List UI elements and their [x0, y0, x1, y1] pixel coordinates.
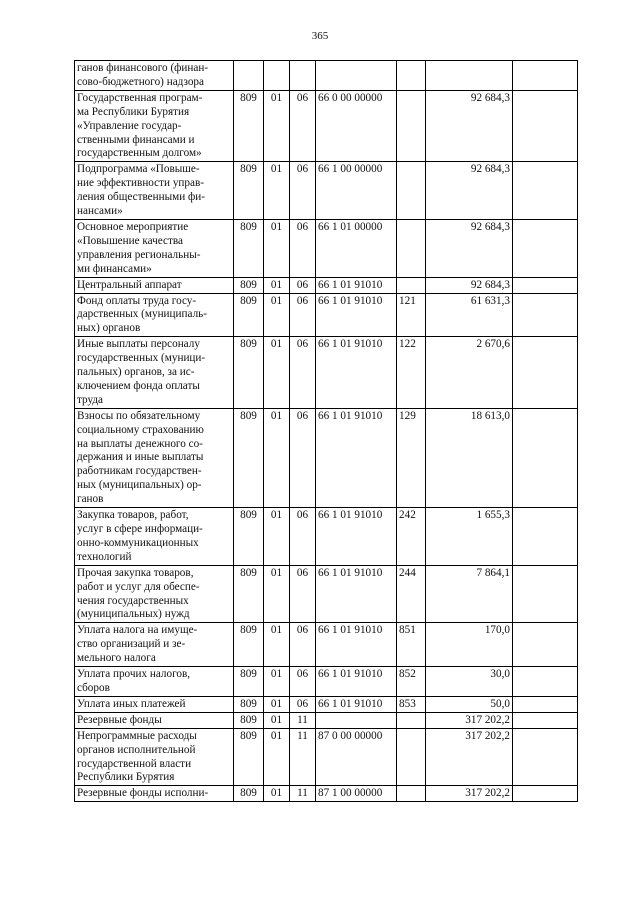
cell-amount: 170,0 [426, 623, 513, 667]
cell-empty [513, 786, 578, 802]
cell-target-article [316, 61, 397, 91]
cell-target-article: 66 1 01 91010 [316, 277, 397, 293]
cell-empty [513, 667, 578, 697]
cell-target-article: 87 1 00 00000 [316, 786, 397, 802]
cell-expense-type: 244 [397, 565, 426, 623]
table-row [75, 219, 578, 277]
cell-ministry-code: 809 [234, 293, 264, 337]
cell-section-code: 01 [264, 219, 290, 277]
cell-empty [513, 61, 578, 91]
cell-subsection-code: 06 [290, 623, 316, 667]
table-row [75, 293, 578, 337]
cell-subsection-code: 06 [290, 565, 316, 623]
cell-name: Резервные фонды [75, 712, 234, 728]
cell-ministry-code: 809 [234, 277, 264, 293]
cell-section-code: 01 [264, 728, 290, 786]
cell-section-code: 01 [264, 162, 290, 220]
cell-name: Государственная програм- ма Республики Бурятия «Управление государ- ственными финансами и государственным долгом» [75, 90, 234, 162]
table-row [75, 61, 578, 91]
cell-target-article: 66 1 00 00000 [316, 162, 397, 220]
cell-amount [426, 61, 513, 91]
cell-amount: 317 202,2 [426, 786, 513, 802]
cell-empty [513, 90, 578, 162]
cell-amount: 92 684,3 [426, 277, 513, 293]
cell-empty [513, 728, 578, 786]
cell-empty [513, 293, 578, 337]
cell-ministry-code: 809 [234, 408, 264, 507]
cell-amount: 1 655,3 [426, 508, 513, 566]
table-row [75, 162, 578, 220]
cell-empty [513, 696, 578, 712]
cell-amount: 7 864,1 [426, 565, 513, 623]
cell-ministry-code: 809 [234, 728, 264, 786]
cell-section-code: 01 [264, 786, 290, 802]
cell-subsection-code: 11 [290, 712, 316, 728]
cell-subsection-code [290, 61, 316, 91]
cell-ministry-code: 809 [234, 219, 264, 277]
cell-expense-type: 129 [397, 408, 426, 507]
cell-expense-type [397, 786, 426, 802]
cell-empty [513, 712, 578, 728]
cell-empty [513, 508, 578, 566]
cell-section-code: 01 [264, 408, 290, 507]
cell-target-article: 66 0 00 00000 [316, 90, 397, 162]
cell-expense-type [397, 277, 426, 293]
cell-section-code: 01 [264, 277, 290, 293]
table-row [75, 508, 578, 566]
table-row [75, 277, 578, 293]
cell-empty [513, 623, 578, 667]
cell-subsection-code: 11 [290, 786, 316, 802]
cell-section-code: 01 [264, 667, 290, 697]
cell-expense-type: 122 [397, 337, 426, 409]
cell-section-code: 01 [264, 696, 290, 712]
cell-empty [513, 565, 578, 623]
cell-name: Закупка товаров, работ, услуг в сфере информаци- онно-коммуникационных технологий [75, 508, 234, 566]
table-row [75, 696, 578, 712]
cell-subsection-code: 06 [290, 219, 316, 277]
cell-target-article: 66 1 01 91010 [316, 696, 397, 712]
cell-target-article: 66 1 01 91010 [316, 508, 397, 566]
cell-amount: 92 684,3 [426, 162, 513, 220]
cell-section-code: 01 [264, 712, 290, 728]
cell-amount: 2 670,6 [426, 337, 513, 409]
budget-table [74, 60, 578, 802]
cell-name: Уплата иных платежей [75, 696, 234, 712]
cell-amount: 50,0 [426, 696, 513, 712]
cell-amount: 30,0 [426, 667, 513, 697]
cell-expense-type [397, 712, 426, 728]
cell-ministry-code: 809 [234, 162, 264, 220]
cell-expense-type: 121 [397, 293, 426, 337]
cell-target-article: 66 1 01 91010 [316, 623, 397, 667]
table-row [75, 90, 578, 162]
cell-subsection-code: 06 [290, 277, 316, 293]
cell-subsection-code: 06 [290, 162, 316, 220]
cell-ministry-code: 809 [234, 712, 264, 728]
page-number: 365 [311, 30, 329, 42]
cell-section-code [264, 61, 290, 91]
cell-target-article: 87 0 00 00000 [316, 728, 397, 786]
cell-empty [513, 162, 578, 220]
cell-empty [513, 219, 578, 277]
cell-subsection-code: 06 [290, 696, 316, 712]
cell-empty [513, 337, 578, 409]
cell-subsection-code: 06 [290, 337, 316, 409]
cell-subsection-code: 06 [290, 408, 316, 507]
cell-amount: 18 613,0 [426, 408, 513, 507]
cell-name: Прочая закупка товаров, работ и услуг для обеспе- чения государственных (муниципальных) нужд [75, 565, 234, 623]
cell-subsection-code: 06 [290, 667, 316, 697]
cell-name: Основное мероприятие «Повышение качества управления региональны- ми финансами» [75, 219, 234, 277]
table-row [75, 728, 578, 786]
cell-expense-type [397, 61, 426, 91]
cell-amount: 317 202,2 [426, 712, 513, 728]
table-row [75, 786, 578, 802]
cell-expense-type [397, 728, 426, 786]
cell-expense-type: 242 [397, 508, 426, 566]
cell-section-code: 01 [264, 337, 290, 409]
table-row [75, 408, 578, 507]
table-row [75, 712, 578, 728]
cell-name: ганов финансового (финан- сово-бюджетного) надзора [75, 61, 234, 91]
cell-expense-type [397, 219, 426, 277]
cell-target-article: 66 1 01 00000 [316, 219, 397, 277]
cell-empty [513, 277, 578, 293]
cell-section-code: 01 [264, 623, 290, 667]
cell-target-article: 66 1 01 91010 [316, 565, 397, 623]
cell-name: Уплата налога на имуще- ство организаций и зе- мельного налога [75, 623, 234, 667]
table-row [75, 623, 578, 667]
cell-target-article: 66 1 01 91010 [316, 293, 397, 337]
cell-target-article: 66 1 01 91010 [316, 337, 397, 409]
cell-target-article: 66 1 01 91010 [316, 667, 397, 697]
table-row [75, 565, 578, 623]
cell-name: Центральный аппарат [75, 277, 234, 293]
table-row [75, 667, 578, 697]
cell-subsection-code: 11 [290, 728, 316, 786]
cell-ministry-code: 809 [234, 786, 264, 802]
cell-subsection-code: 06 [290, 508, 316, 566]
cell-section-code: 01 [264, 90, 290, 162]
cell-ministry-code [234, 61, 264, 91]
cell-ministry-code: 809 [234, 565, 264, 623]
cell-expense-type [397, 90, 426, 162]
cell-ministry-code: 809 [234, 667, 264, 697]
cell-amount: 317 202,2 [426, 728, 513, 786]
cell-expense-type: 853 [397, 696, 426, 712]
cell-target-article: 66 1 01 91010 [316, 408, 397, 507]
cell-ministry-code: 809 [234, 623, 264, 667]
cell-name: Иные выплаты персоналу государственных (муници- пальных) органов, за ис- ключением фонда оплаты труда [75, 337, 234, 409]
cell-subsection-code: 06 [290, 293, 316, 337]
table-row [75, 337, 578, 409]
cell-expense-type: 851 [397, 623, 426, 667]
cell-name: Уплата прочих налогов, сборов [75, 667, 234, 697]
cell-amount: 92 684,3 [426, 90, 513, 162]
cell-name: Резервные фонды исполни- [75, 786, 234, 802]
cell-subsection-code: 06 [290, 90, 316, 162]
cell-expense-type: 852 [397, 667, 426, 697]
cell-ministry-code: 809 [234, 508, 264, 566]
cell-ministry-code: 809 [234, 696, 264, 712]
cell-expense-type [397, 162, 426, 220]
cell-name: Непрограммные расходы органов исполнительной государственной власти Республики Бурятия [75, 728, 234, 786]
cell-section-code: 01 [264, 293, 290, 337]
cell-amount: 92 684,3 [426, 219, 513, 277]
cell-ministry-code: 809 [234, 90, 264, 162]
cell-section-code: 01 [264, 508, 290, 566]
cell-name: Подпрограмма «Повыше- ние эффективности управ- ления общественными фи- нансами» [75, 162, 234, 220]
cell-name: Взносы по обязательному социальному страхованию на выплаты денежного со- держания и иные выплаты работникам государствен- ных (муниципальных) ор- ганов [75, 408, 234, 507]
cell-section-code: 01 [264, 565, 290, 623]
cell-name: Фонд оплаты труда госу- дарственных (муниципаль- ных) органов [75, 293, 234, 337]
cell-amount: 61 631,3 [426, 293, 513, 337]
cell-target-article [316, 712, 397, 728]
cell-ministry-code: 809 [234, 337, 264, 409]
cell-empty [513, 408, 578, 507]
